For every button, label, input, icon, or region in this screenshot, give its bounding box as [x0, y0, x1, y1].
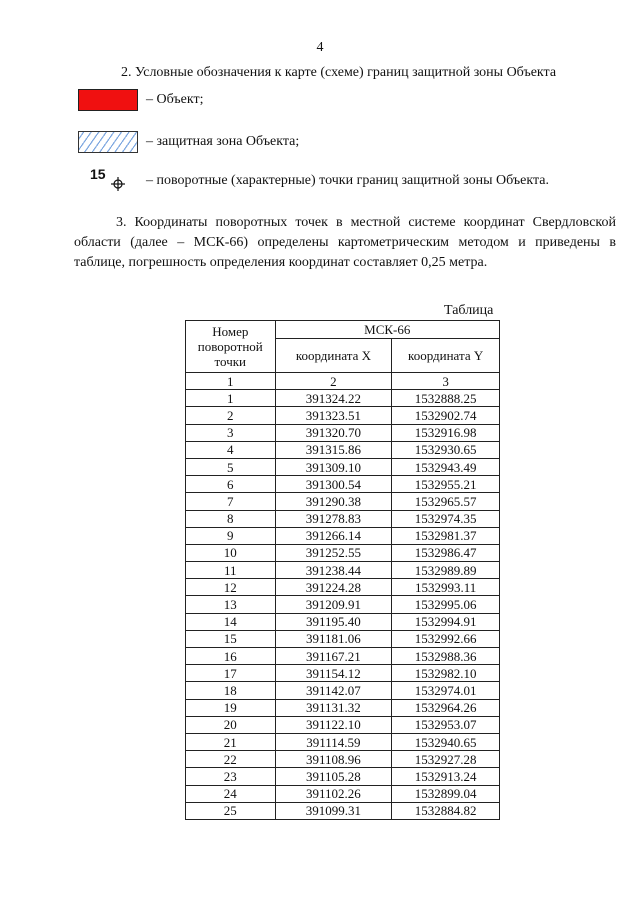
table-row: [186, 596, 500, 613]
point-number-cell: 7: [186, 493, 276, 510]
coordinate-x-cell: 391195.40: [275, 613, 392, 630]
coordinate-x-cell: 391181.06: [275, 630, 392, 647]
coordinate-y-cell: 1532888.25: [392, 390, 500, 407]
legend-item-object: [78, 89, 203, 111]
point-number-cell: 12: [186, 579, 276, 596]
coordinate-y-cell: 1532992.66: [392, 630, 500, 647]
table-row: [186, 493, 500, 510]
table-row: [186, 424, 500, 441]
coordinate-y-cell: 1532913.24: [392, 768, 500, 785]
point-number-cell: 5: [186, 458, 276, 475]
point-number-cell: 10: [186, 544, 276, 561]
legend-item-protective-zone: [78, 131, 299, 153]
coordinate-x-cell: 391102.26: [275, 785, 392, 802]
coordinate-x-cell: 391309.10: [275, 458, 392, 475]
coordinate-x-cell: 391122.10: [275, 716, 392, 733]
table-row: [186, 544, 500, 561]
table-body: [186, 390, 500, 820]
coordinate-y-cell: 1532916.98: [392, 424, 500, 441]
legend-section-title: 2. Условные обозначения к карте (схеме) границ защитной зоны Объекта: [121, 65, 557, 80]
coordinate-y-cell: 1532995.06: [392, 596, 500, 613]
coordinate-y-cell: 1532989.89: [392, 562, 500, 579]
point-number-cell: 22: [186, 751, 276, 768]
point-number-cell: 3: [186, 424, 276, 441]
point-number-cell: 6: [186, 476, 276, 493]
coordinate-x-cell: 391252.55: [275, 544, 392, 561]
column-number-row: [186, 373, 500, 390]
page-number: 4: [316, 40, 324, 55]
point-number-cell: 21: [186, 733, 276, 750]
point-number-cell: 23: [186, 768, 276, 785]
point-number-cell: 19: [186, 699, 276, 716]
coordinate-x-cell: 391105.28: [275, 768, 392, 785]
turning-point-symbol: [78, 166, 138, 192]
coordinate-y-cell: 1532940.65: [392, 733, 500, 750]
table-row: [186, 665, 500, 682]
table-row: [186, 716, 500, 733]
table-row: [186, 648, 500, 665]
coordinate-y-cell: 1532986.47: [392, 544, 500, 561]
legend-item-turning-point: [78, 166, 549, 192]
table-row: [186, 510, 500, 527]
point-number-cell: 9: [186, 527, 276, 544]
coordinate-x-cell: 391238.44: [275, 562, 392, 579]
table-row: [186, 751, 500, 768]
hatched-zone-symbol-icon: [78, 131, 138, 153]
table-row: [186, 768, 500, 785]
coordinate-x-cell: 391315.86: [275, 441, 392, 458]
point-number-cell: 11: [186, 562, 276, 579]
header-point-number: Номер поворотной точки: [186, 321, 276, 373]
coordinate-x-cell: 391142.07: [275, 682, 392, 699]
point-number-cell: 14: [186, 613, 276, 630]
point-number-cell: 25: [186, 802, 276, 819]
crosshair-icon: [111, 177, 125, 191]
table-row: [186, 613, 500, 630]
coordinate-x-cell: 391324.22: [275, 390, 392, 407]
coordinate-x-cell: 391114.59: [275, 733, 392, 750]
column-number: 1: [186, 373, 276, 390]
point-number-cell: 15: [186, 630, 276, 647]
table-caption: Таблица: [444, 303, 494, 318]
coordinate-x-cell: 391167.21: [275, 648, 392, 665]
coordinates-paragraph: [74, 213, 616, 273]
coordinate-x-cell: 391224.28: [275, 579, 392, 596]
table-row: [186, 441, 500, 458]
point-number-cell: 20: [186, 716, 276, 733]
table-row: [186, 390, 500, 407]
point-number-cell: 8: [186, 510, 276, 527]
coordinate-y-cell: 1532964.26: [392, 699, 500, 716]
legend-label-zone: – защитная зона Объекта;: [146, 134, 300, 149]
point-number-cell: 13: [186, 596, 276, 613]
coordinate-x-cell: 391099.31: [275, 802, 392, 819]
coordinate-y-cell: 1532993.11: [392, 579, 500, 596]
point-number-cell: 18: [186, 682, 276, 699]
point-number-cell: 16: [186, 648, 276, 665]
header-coordinate-system: МСК-66: [275, 321, 499, 339]
coordinate-y-cell: 1532981.37: [392, 527, 500, 544]
coordinate-y-cell: 1532994.91: [392, 613, 500, 630]
coordinate-x-cell: 391209.91: [275, 596, 392, 613]
point-number-cell: 2: [186, 407, 276, 424]
coordinate-x-cell: 391278.83: [275, 510, 392, 527]
coordinate-x-cell: 391131.32: [275, 699, 392, 716]
column-number: 2: [275, 373, 392, 390]
coordinate-y-cell: 1532953.07: [392, 716, 500, 733]
column-number: 3: [392, 373, 500, 390]
object-symbol-icon: [78, 89, 138, 111]
coordinate-y-cell: 1532930.65: [392, 441, 500, 458]
table-row: [186, 785, 500, 802]
table-row: [186, 682, 500, 699]
coordinate-y-cell: 1532902.74: [392, 407, 500, 424]
coordinate-y-cell: 1532943.49: [392, 458, 500, 475]
table-row: [186, 562, 500, 579]
table-row: [186, 802, 500, 819]
coordinate-x-cell: 391266.14: [275, 527, 392, 544]
header-coordinate-x: координата X: [275, 339, 392, 373]
coordinate-x-cell: 391108.96: [275, 751, 392, 768]
legend-label-turning-points: – поворотные (характерные) точки границ защитной зоны Объекта.: [146, 173, 549, 188]
coordinate-x-cell: 391323.51: [275, 407, 392, 424]
legend-label-object: – Объект;: [146, 92, 204, 107]
coordinate-y-cell: 1532982.10: [392, 665, 500, 682]
coordinate-y-cell: 1532899.04: [392, 785, 500, 802]
coordinate-x-cell: 391290.38: [275, 493, 392, 510]
point-number-cell: 1: [186, 390, 276, 407]
table-row: [186, 733, 500, 750]
point-number-cell: 24: [186, 785, 276, 802]
table-row: [186, 699, 500, 716]
table-row: [186, 579, 500, 596]
coordinate-y-cell: 1532988.36: [392, 648, 500, 665]
coordinates-table: [185, 320, 500, 820]
coordinate-x-cell: 391300.54: [275, 476, 392, 493]
coordinate-y-cell: 1532974.35: [392, 510, 500, 527]
coordinate-y-cell: 1532965.57: [392, 493, 500, 510]
turning-point-number: 15: [90, 166, 106, 182]
table-row: [186, 458, 500, 475]
point-number-cell: 4: [186, 441, 276, 458]
coordinate-y-cell: 1532974.01: [392, 682, 500, 699]
coordinate-y-cell: 1532884.82: [392, 802, 500, 819]
point-number-cell: 17: [186, 665, 276, 682]
table-row: [186, 407, 500, 424]
coordinate-x-cell: 391154.12: [275, 665, 392, 682]
coordinates-paragraph-text: 3. Координаты поворотных точек в местной системе координат Свердловской области (далее – МСК-66) определены картометрическим методом и приведены в таблице, погрешность определения координат составляет 0,25 метра.: [74, 215, 616, 270]
coordinate-y-cell: 1532927.28: [392, 751, 500, 768]
table-row: [186, 630, 500, 647]
coordinate-y-cell: 1532955.21: [392, 476, 500, 493]
coordinate-x-cell: 391320.70: [275, 424, 392, 441]
table-row: [186, 476, 500, 493]
header-coordinate-y: координата Y: [392, 339, 500, 373]
table-row: [186, 527, 500, 544]
